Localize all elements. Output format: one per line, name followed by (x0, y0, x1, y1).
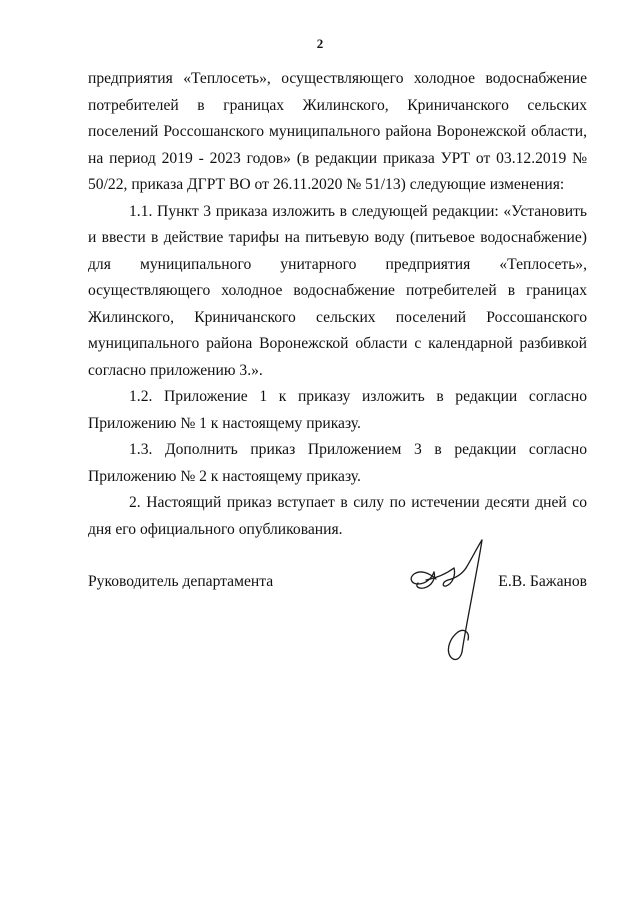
paragraph-item-1-1: 1.1. Пункт 3 приказа изложить в следующей редакции: «Установить и ввести в действие тарифы на питьевую воду (питьевое водоснабжение) для муниципального унитарного предприятия «Теплосеть», осуществляющего холодное водоснабжение потребителей в границах Жилинского, Криничанского сельских поселений Россошанского муниципального района Воронежской области с календарной разбивкой согласно приложению 3.». (88, 202, 587, 379)
document-body (88, 66, 587, 543)
handwritten-signature (406, 534, 504, 666)
paragraph-item-2: 2. Настоящий приказ вступает в силу по истечении десяти дней со дня его официального опубликования. (88, 494, 587, 538)
signature-block (88, 570, 587, 670)
paragraph-continuation: предприятия «Теплосеть», осуществляющего холодное водоснабжение потребителей в границах Жилинского, Криничанского сельских поселений Россошанского муниципального района Воронежской области, на период 2019 - 2023 годов» (в редакции приказа УРТ от 03.12.2019 № 50/22, приказа ДГРТ ВО от 26.11.2020 № 51/13) следующие изменения: (88, 70, 587, 193)
page-number: 2 (316, 36, 324, 51)
paragraph-item-1-3: 1.3. Дополнить приказ Приложением 3 в редакции согласно Приложению № 2 к настоящему приказу. (88, 441, 587, 485)
paragraph-item-1-2: 1.2. Приложение 1 к приказу изложить в редакции согласно Приложению № 1 к настоящему приказу. (88, 388, 587, 432)
signatory-name: Е.В. Бажанов (498, 573, 587, 590)
signatory-position: Руководитель департамента (88, 573, 274, 590)
